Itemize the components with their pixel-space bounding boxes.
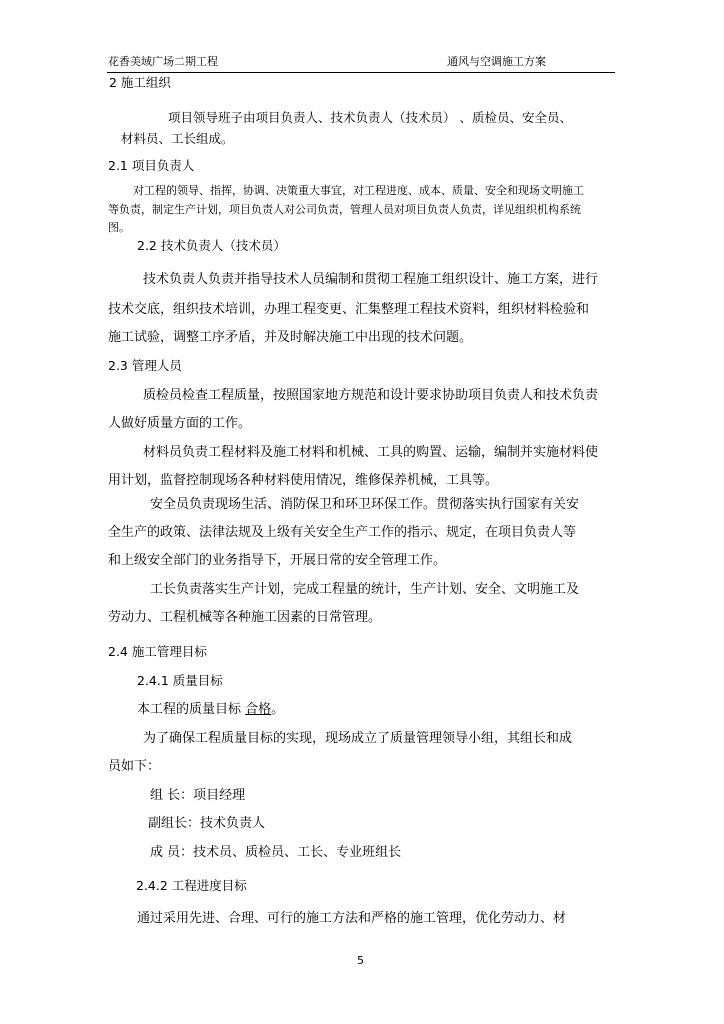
header-rule — [107, 72, 615, 73]
section-2-4-heading: 2.4 施工管理目标 — [108, 644, 207, 659]
paragraph-line: 对工程的领导、指挥，协调、决策重大事宜，对工程进度、成本、质量、安全和现场文明施工 — [133, 184, 584, 197]
paragraph-line: 项目领导班子由项目负责人、技术负责人（技术员） 、质检员、安全员、 — [168, 110, 572, 125]
paragraph-line: 全生产的政策、法律法规及上级有关安全生产工作的指示、规定，在项目负责人等 — [108, 525, 577, 540]
paragraph-line: 员如下： — [108, 759, 161, 774]
paragraph-line: 工长负责落实生产计划，完成工程量的统计，生产计划、安全、文明施工及 — [150, 582, 580, 597]
section-2-4-1-heading: 2.4.1 质量目标 — [137, 673, 223, 688]
paragraph-line: 等负责，制定生产计划，项目负责人对公司负责，管理人员对项目负责人负责，详见组织机构系统 — [108, 203, 581, 216]
paragraph-line: 用计划，监督控制现场各种材料使用情况，维修保养机械，工具等。 — [108, 473, 499, 488]
paragraph-line: 劳动力、工程机械等各种施工因素的日常管理。 — [108, 610, 382, 625]
section-2-heading: 2 施工组织 — [109, 75, 171, 90]
paragraph-line: 材料员负责工程材料及施工材料和机械、工具的购置、运输，编制并实施材料使 — [143, 445, 599, 460]
section-2-2-heading: 2.2 技术负责人（技术员） — [137, 238, 286, 253]
paragraph-line: 质检员检查工程质量，按照国家地方规范和设计要求协助项目负责人和技术负责 — [143, 388, 599, 403]
member-members: 成 员：技术员、质检员、工长、专业班组长 — [150, 845, 402, 860]
quality-target-end: 。 — [271, 702, 285, 717]
paragraph-line: 技术交底，组织技术培训，办理工程变更、汇集整理工程技术资料，组织材料检验和 — [108, 302, 590, 317]
paragraph-line: 通过采用先进、合理、可行的施工方法和严格的施工管理，优化劳动力、材 — [137, 911, 567, 926]
member-leader: 组 长：项目经理 — [150, 788, 246, 803]
paragraph-line: 人做好质量方面的工作。 — [108, 416, 252, 431]
paragraph-line: 施工试验，调整工序矛盾，并及时解决施工中出现的技术问题。 — [108, 330, 473, 345]
section-2-1-heading: 2.1 项目负责人 — [108, 158, 195, 173]
header-document-title: 通风与空调施工方案 — [447, 55, 546, 68]
paragraph-line: 技术负责人负责并指导技术人员编制和贯彻工程施工组织设计、施工方案，进行 — [143, 272, 599, 287]
quality-target-value: 合格 — [245, 702, 272, 717]
section-2-4-2-heading: 2.4.2 工程进度目标 — [136, 878, 247, 893]
quality-target-line — [137, 703, 284, 716]
page-number: 5 — [357, 954, 364, 967]
quality-target-label: 本工程的质量目标 — [137, 702, 242, 717]
paragraph-line: 材料员、工长组成。 — [121, 131, 234, 146]
header-project-name: 花香美域广场二期工程 — [108, 55, 218, 68]
paragraph-line: 和上级安全部门的业务指导下，开展日常的安全管理工作。 — [108, 553, 447, 568]
member-deputy-leader: 副组长：技术负责人 — [148, 816, 266, 831]
paragraph-line: 图。 — [108, 221, 130, 234]
paragraph-line: 安全员负责现场生活、消防保卫和环卫环保工作。贯彻落实执行国家有关安 — [150, 497, 580, 512]
paragraph-line: 为了确保工程质量目标的实现，现场成立了质量管理领导小组，其组长和成 — [143, 731, 573, 746]
section-2-3-heading: 2.3 管理人员 — [108, 358, 182, 373]
